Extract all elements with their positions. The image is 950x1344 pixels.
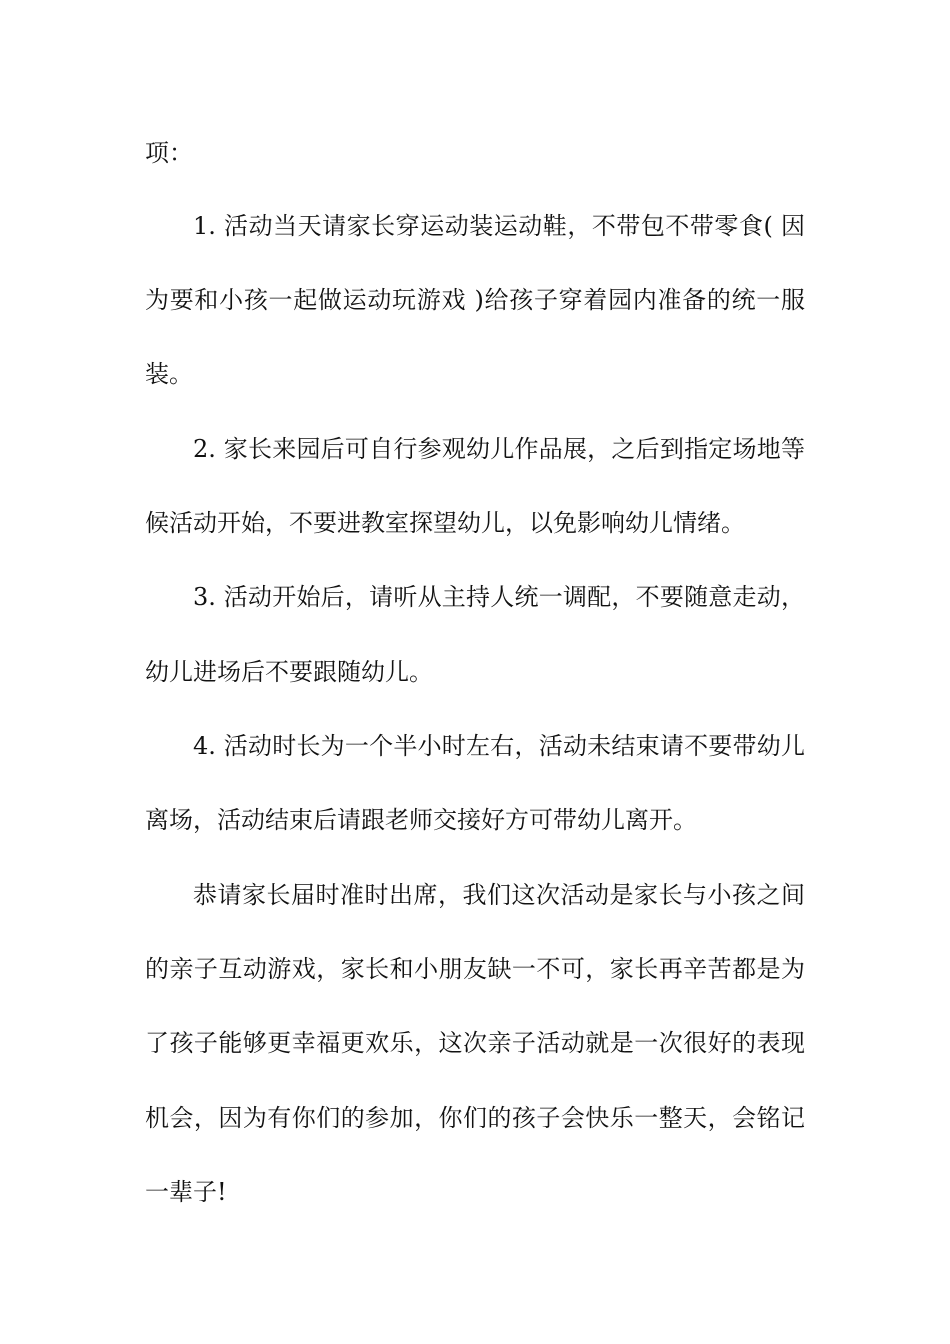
text-line: 装。: [145, 360, 193, 388]
text-line: 2. 家长来园后可自行参观幼儿作品展，之后到指定场地等: [193, 435, 805, 463]
text-line: 了孩子能够更幸福更欢乐，这次亲子活动就是一次很好的表现: [145, 1029, 805, 1057]
text-line: 一辈子!: [145, 1178, 227, 1206]
text-line: 幼儿进场后不要跟随幼儿。: [145, 658, 433, 686]
text-line: 的亲子互动游戏，家长和小朋友缺一不可，家长再辛苦都是为: [145, 955, 805, 983]
text-line: 恭请家长届时准时出席，我们这次活动是家长与小孩之间: [193, 881, 805, 909]
text-line: 1. 活动当天请家长穿运动装运动鞋，不带包不带零食( 因: [193, 212, 805, 240]
text-line: 3. 活动开始后，请听从主持人统一调配，不要随意走动，: [193, 583, 805, 611]
text-line: 候活动开始，不要进教室探望幼儿，以免影响幼儿情绪。: [145, 509, 745, 537]
text-line: 4. 活动时长为一个半小时左右，活动未结束请不要带幼儿: [193, 732, 805, 760]
text-line: 离场，活动结束后请跟老师交接好方可带幼儿离开。: [145, 806, 697, 834]
text-line: 机会，因为有你们的参加，你们的孩子会快乐一整天，会铭记: [145, 1104, 805, 1132]
text-line: 项：: [145, 139, 193, 167]
text-line: 为要和小孩一起做运动玩游戏 )给孩子穿着园内准备的统一服: [145, 286, 805, 314]
